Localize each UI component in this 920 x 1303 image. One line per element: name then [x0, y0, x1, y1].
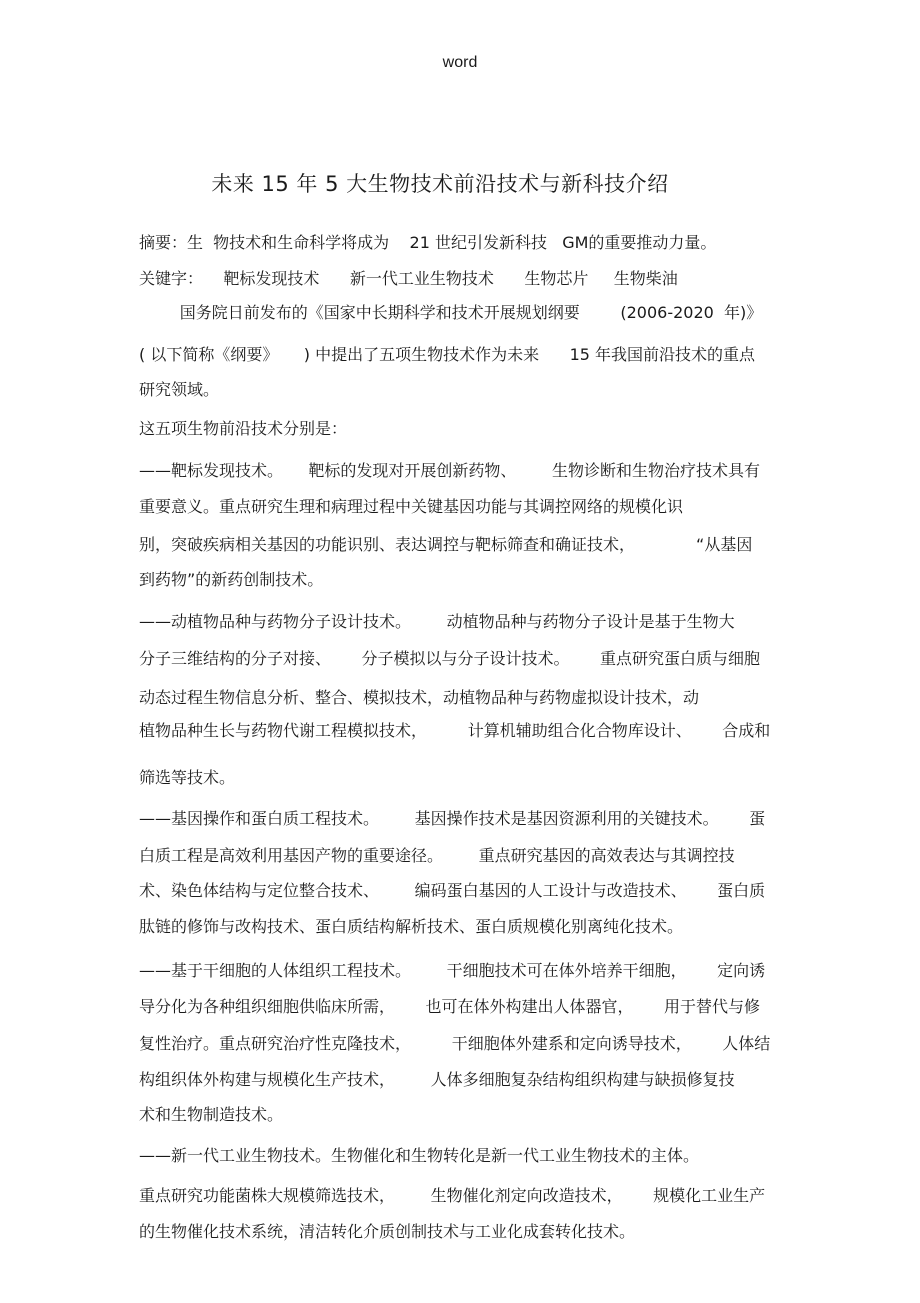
body-line: 研究领域。 — [139, 380, 220, 399]
body-line: ( 以下简称《纲要》 ) 中提出了五项生物技术作为未来 15 年我国前沿技术的重点 — [139, 345, 756, 364]
body-line: 重要意义。重点研究生理和病理过程中关键基因功能与其调控网络的规模化识 — [139, 497, 684, 516]
body-line: 这五项生物前沿技术分别是： — [139, 419, 348, 438]
body-line: ——靶标发现技术。 靶标的发现对开展创新药物、 生物诊断和生物治疗技术具有 — [139, 461, 761, 480]
body-line: ——新一代工业生物技术。生物催化和生物转化是新一代工业生物技术的主体。 — [139, 1146, 700, 1165]
body-line: 肽链的修饰与改构技术、蛋白质结构解析技术、蛋白质规模化别离纯化技术。 — [139, 917, 684, 936]
body-line: 到药物”的新药创制技术。 — [139, 570, 324, 589]
body-line: ——动植物品种与药物分子设计技术。 动植物品种与药物分子设计是基于生物大 — [139, 612, 735, 631]
body-line: 国务院日前发布的《国家中长期科学和技术开展规划纲要 (2006-2020 年)》 — [139, 303, 763, 322]
body-line: 植物品种生长与药物代谢工程模拟技术， 计算机辅助组合化合物库设计、 合成和 — [139, 721, 771, 740]
keywords-line: 关键字： 靶标发现技术 新一代工业生物技术 生物芯片 生物柴油 — [139, 269, 678, 288]
body-line: ——基于干细胞的人体组织工程技术。 干细胞技术可在体外培养干细胞， 定向诱 — [139, 961, 766, 980]
body-line: 复性治疗。重点研究治疗性克隆技术， 干细胞体外建系和定向诱导技术， 人体结 — [139, 1034, 771, 1053]
body-line: 筛选等技术。 — [139, 768, 236, 787]
body-line: 重点研究功能菌株大规模筛选技术， 生物催化剂定向改造技术， 规模化工业生产 — [139, 1186, 766, 1205]
document-title: 未来 15 年 5 大生物技术前沿技术与新科技介绍 — [211, 172, 669, 196]
abstract-line: 摘要：生 物技术和生命科学将成为 21 世纪引发新科技 GM的重要推动力量。 — [139, 233, 717, 252]
body-line: 分子三维结构的分子对接、 分子模拟以与分子设计技术。 重点研究蛋白质与细胞 — [139, 649, 761, 668]
body-line: 的生物催化技术系统，清洁转化介质创制技术与工业化成套转化技术。 — [139, 1222, 636, 1241]
body-line: 构组织体外构建与规模化生产技术， 人体多细胞复杂结构组织构建与缺损修复技 — [139, 1070, 735, 1089]
body-line: 术和生物制造技术。 — [139, 1105, 284, 1124]
body-line: 别，突破疾病相关基因的功能识别、表达调控与靶标筛查和确证技术， “从基因 — [139, 535, 753, 554]
body-line: 白质工程是高效利用基因产物的重要途径。 重点研究基因的高效表达与其调控技 — [139, 846, 735, 865]
body-line: 导分化为各种组织细胞供临床所需， 也可在体外构建出人体器官， 用于替代与修 — [139, 997, 761, 1016]
body-line: 动态过程生物信息分析、整合、模拟技术，动植物品种与药物虚拟设计技术，动 — [139, 688, 700, 707]
body-line: 术、染色体结构与定位整合技术、 编码蛋白基因的人工设计与改造技术、 蛋白质 — [139, 881, 766, 900]
page-header: word — [442, 54, 478, 71]
body-line: ——基因操作和蛋白质工程技术。 基因操作技术是基因资源利用的关键技术。 蛋 — [139, 809, 766, 828]
